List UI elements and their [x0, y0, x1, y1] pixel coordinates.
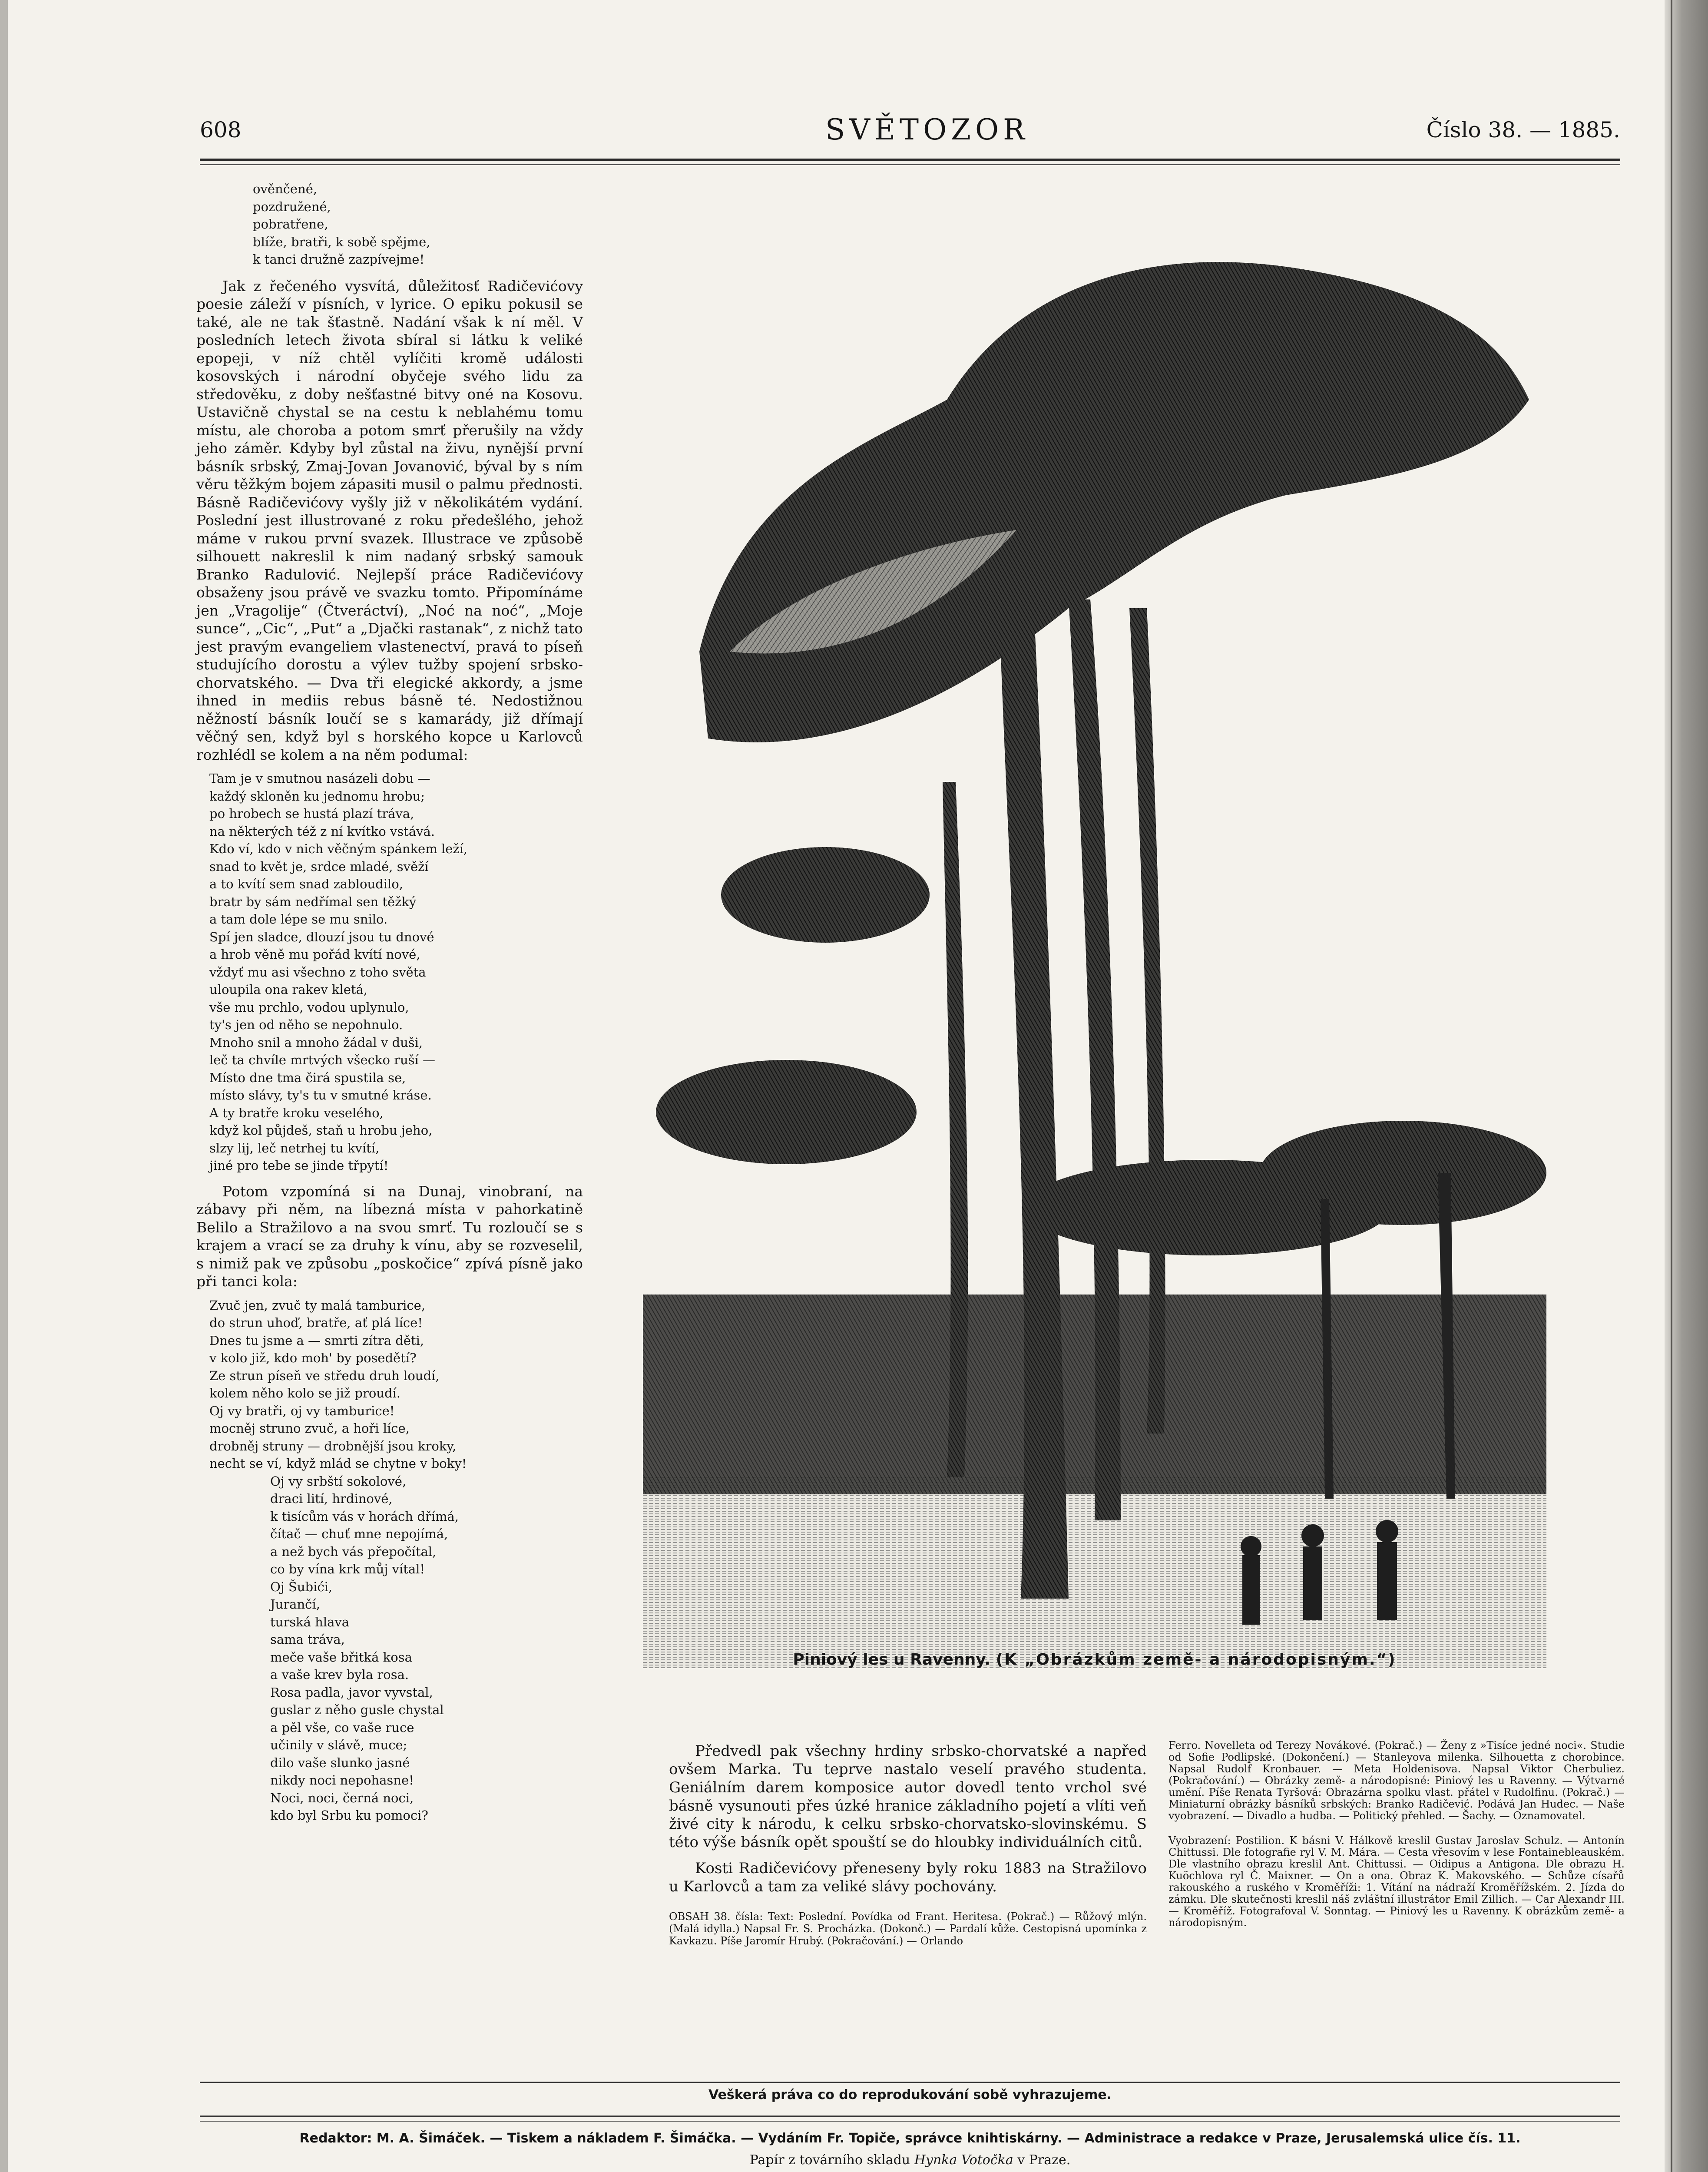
verse-line: draci lití, hrdinové, [270, 1491, 393, 1506]
verse-line: a pěl vše, co vaše ruce [270, 1720, 414, 1735]
verse-line: k tanci družně zazpívejme! [253, 252, 425, 267]
footer-rule [200, 2082, 1620, 2083]
issue-number: Číslo 38. — 1885. [1426, 117, 1620, 142]
verse-line: turská hlava [270, 1614, 350, 1629]
verse-line: v kolo již, kdo moh' by posedětí? [209, 1351, 417, 1365]
paper-prefix: Papír z továrního skladu [749, 2152, 910, 2168]
verse-line: Kdo ví, kdo v nich věčným spánkem leží, [209, 841, 468, 856]
verse-line: a to kvítí sem snad zabloudilo, [209, 877, 403, 891]
middle-column [669, 1742, 1147, 1947]
verse-line: vždyť mu asi všechno z toho světa [209, 964, 426, 980]
verse-line: Zvuč jen, zvuč ty malá tamburice, [209, 1298, 426, 1313]
verse-line: na některých též z ní kvítko vstává. [209, 824, 435, 839]
paper-suffix: v Praze. [1017, 2152, 1071, 2168]
paper-note [200, 2152, 1620, 2168]
verse-line: ty's jen od něho se nepohnulo. [209, 1017, 403, 1032]
verse-line: nikdy noci nepohasne! [270, 1773, 414, 1788]
verse-line: Noci, noci, černá noci, [270, 1790, 414, 1805]
paragraph: Jak z řečeného vysvítá, důležitosť Radičevićovy poesie záleží v písních, v lyrice. O epiku pokusil se také, ale ne tak šťastně. Nadání však k ní měl. V posledních letech života sbíral si látku k veliké epopeji, v níž chtěl vylíčiti kromě události kosovských i národní obyčeje svého lidu za středověku, z doby nešťastné bitvy oné na Kosovu. Ustavičně chystal se na cestu k neblahému tomu místu, ale choroba a potom smrť přerušily na vždy jeho záměr. Kdyby byl zůstal na živu, nynější první básník srbský, Zmaj-Jovan Jovanović, býval by s ním věru těžkým bojem zápasiti musil o palmu přednosti. Básně Radičevićovy vyšly již v několikátém vydání. Poslední jest illustrované z roku předešlého, jehož máme v rukou první svazek. Illustrace ve způsobě silhouett nakreslil k nim nadaný srbský samouk Branko Radulović. Nejlepší práce Radičevićovy obsaženy jsou právě ve svazku tomto. Připomínáme jen „Vragolije“ (Čtveráctví), „Noć na noć“, „Moje sunce“, „Cic“, „Put“ a „Djački rastanak“, z nichž tato jest pravým evangeliem vlastenectví, pravá to píseň studujícího dorostu a výlev tužby spojení srbsko-chorvatského. — Dva tři elegické akkordy, a jsme ihned in mediis rebus básně té. Nedostižnou něžností básník loučí se s kamarády, již dřímají věčný sen, když byl s horského kopce u Karlovců rozhlédl se kolem a na něm podumal: [196, 277, 583, 763]
verse-line: uloupila ona rakev kletá, [209, 982, 368, 997]
verse-line: když kol půjdeš, staň u hrobu jeho, [209, 1123, 433, 1138]
verse-line: bratr by sám nedřímal sen těžký [209, 894, 417, 909]
verse-line: meče vaše břitká kosa [270, 1649, 412, 1665]
paragraph: Předvedl pak všechny hrdiny srbsko-chorvatské a napřed ovšem Marka. Tu teprve nastalo veselí pravého studenta. Geniálním darem komposice autor dovedl tento vrchol své básně vysunouti přes úzké hranice základního pojetí a vlíti veň živé city k národu, k celku srbsko-chorvatsko-slovinskému. S této výše básník opět spouští se do hloubky individuálních citů. [669, 1742, 1147, 1851]
verse-line: necht se ví, když mlád se chytne v boky! [209, 1456, 467, 1471]
verse-line: A ty bratře kroku veselého, [209, 1105, 384, 1120]
verse-line: k tisícům vás v horách dřímá, [270, 1509, 459, 1524]
verse-line: do strun uhoď, bratře, ať plá líce! [209, 1315, 423, 1330]
verse-line: učinily v slávě, muce; [270, 1738, 407, 1752]
verse-elegy [209, 770, 583, 1175]
verse-line: Oj vy srbští sokolové, [270, 1473, 407, 1489]
paragraph: Potom vzpomíná si na Dunaj, vinobraní, na zábavy při něm, na líbezná místa v pahorkatině Belilo a Stražilovo a na svou smrť. Tu rozloučí se s krajem a vrací se za druhy k vínu, aby se rozveselil, s nimiž pak ve způsobu „poskočice“ zpívá písně jako při tanci kola: [196, 1182, 583, 1290]
binding-crease [1671, 0, 1672, 2172]
masthead [200, 113, 1620, 152]
header-rule [200, 159, 1620, 161]
verse-line: mocněj struno zvuč, a hoři líce, [209, 1421, 410, 1436]
footer-rule-thin [200, 2121, 1620, 2122]
verse-line: ověnčené, [253, 182, 318, 196]
verse-line: Spí jen sladce, dlouzí jsou tu dnové [209, 929, 434, 944]
verse-line: Dnes tu jsme a — smrti zítra děti, [209, 1333, 424, 1348]
verse-line: slzy lij, leč netrhej tu kvítí, [209, 1140, 380, 1156]
right-column [1168, 1740, 1625, 1929]
rights-notice: Veškerá práva co do reprodukování sobě vyhrazujeme. [708, 2087, 1112, 2102]
verse-line: Oj vy bratři, oj vy tamburice! [209, 1403, 395, 1418]
verse-line: místo slávy, ty's tu v smutné kráse. [209, 1088, 432, 1103]
verse-line: co by vína krk můj vítal! [270, 1562, 425, 1576]
verse-line: guslar z něho gusle chystal [270, 1702, 444, 1717]
engraving-pine-forest [643, 217, 1546, 1668]
table-of-contents: OBSAH 38. čísla: Text: Poslední. Povídka od Frant. Heritesa. (Pokrač.) — Růžový mlýn. (Malá idylla.) Napsal Fr. S. Procházka. (Dokonč.) — Pardalí kůže. Cestopisná upomínka z Kavkazu. Píše Jaromír Hrubý. (Pokračování.) — Orlando [669, 1910, 1147, 1947]
caption-reference: (K „Obrázkům země- a národopisným.“) [996, 1651, 1397, 1669]
paragraph: Kosti Radičevićovy přeneseny byly roku 1883 na Stražilovo u Karlovců a tam za veliké slávy pochovány. [669, 1860, 1147, 1895]
illustrations-list: Vyobrazení: Postilion. K básni V. Hálkově kreslil Gustav Jaroslav Schulz. — Antonín Chittussi. Dle fotografie ryl V. M. Mára. — Cesta vřesovím v lese Fontainebleauském. Dle vlastního obrazu kreslil Ant. Chittussi. — Oidipus a Antigona. Dle obrazu H. Kuöchlova ryl Č. Maixner. — On a ona. Obraz K. Makovského. — Schůze císařů rakouského a ruského v Kroměříži: 1. Vítání na nádraží Kroměřížském. 2. Jízda do zámku. Dle skutečnosti kreslil náš zvláštní illustrátor Emil Zillich. — Car Alexandr III. — Kroměříž. Fotografoval V. Sonntag. — Piniový les u Ravenny. K obrázkům země- a národopisným. [1168, 1834, 1625, 1929]
page-edge-left [0, 0, 8, 2172]
verse-line: drobněj struny — drobnější jsou kroky, [209, 1438, 457, 1454]
left-column [196, 180, 583, 1824]
verse-line: pozdružené, [253, 199, 331, 214]
verse-line: po hrobech se hustá plazí tráva, [209, 806, 414, 821]
paper-supplier: Hynka Votočka [914, 2152, 1013, 2168]
verse-top [253, 180, 583, 268]
footer-rule-thick [200, 2116, 1620, 2117]
header-rule-thin [200, 164, 1620, 165]
verse-line: Místo dne tma čirá spustila se, [209, 1070, 406, 1085]
verse-line: jiné pro tebe se jinde třpytí! [209, 1158, 389, 1173]
verse-line: Ze strun píseň ve středu druh loudí, [209, 1368, 440, 1383]
verse-line: kdo byl Srbu ku pomoci? [270, 1808, 428, 1823]
verse-line: Tam je v smutnou nasázeli dobu — [209, 771, 430, 786]
illustration-caption [652, 1651, 1538, 1669]
contents-continued: Ferro. Novelleta od Terezy Novákové. (Pokrač.) — Ženy z »Tisíce jedné noci«. Studie od Sofie Podlipské. (Dokončení.) — Stanleyova milenka. Silhouetta z chorobince. Napsal Rudolf Kronbauer. — Meta Holdenisova. Napsal Viktor Cherbuliez. (Pokračování.) — Obrázky země- a národopisné: Piniový les u Ravenny. — Výtvarné umění. Píše Renata Tyršová: Obrazárna spolku vlast. přátel v Rudolfinu. (Pokrač.) — Miniaturní obrázky básníků srbských: Branko Radičević. Podává Jan Hudec. — Naše vyobrazení. — Divadlo a hudba. — Politický přehled. — Šachy. — Oznamovatel. [1168, 1739, 1625, 1822]
page-number: 608 [200, 117, 242, 142]
verse-line: a než bych vás přepočítal, [270, 1544, 437, 1559]
verse-line: dilo vaše slunko jasné [270, 1755, 410, 1770]
verse-line: leč ta chvíle mrtvých všecko ruší — [209, 1053, 436, 1067]
verse-line: pobratřene, [253, 217, 328, 232]
verse-line: kolem něho kolo se již proudí. [209, 1386, 401, 1401]
imprint: Redaktor: M. A. Šimáček. — Tiskem a nákladem F. Šimáčka. — Vydáním Fr. Topiče, správce knihtiskárny. — Administrace a redakce v Praze, Jerusalemská ulice čís. 11. [299, 2131, 1521, 2146]
verse-line: Mnoho snil a mnoho žádal v duši, [209, 1035, 423, 1050]
caption-title: Piniový les u Ravenny. [793, 1651, 991, 1669]
verse-line: Rosa padla, javor vyvstal, [270, 1685, 433, 1700]
verse-line: snad to květ je, srdce mladé, svěží [209, 859, 429, 874]
verse-kolo [209, 1297, 583, 1824]
journal-title: SVĚTOZOR [825, 113, 1029, 146]
verse-line: a tam dole lépe se mu snilo. [209, 912, 388, 927]
verse-line: a hrob věně mu pořád kvítí nové, [209, 947, 420, 962]
verse-line: a vaše krev byla rosa. [270, 1667, 409, 1682]
verse-line: čítač — chuť mne nepojímá, [270, 1526, 448, 1541]
verse-line: sama tráva, [270, 1632, 345, 1647]
verse-line: každý skloněn ku jednomu hrobu; [209, 788, 425, 804]
page-edge-right [1665, 0, 1708, 2172]
verse-line: blíže, bratři, k sobě spějme, [253, 234, 430, 249]
verse-line: Oj Šubići, [270, 1579, 333, 1594]
verse-line: Jurančí, [270, 1597, 320, 1612]
verse-line: vše mu prchlo, vodou uplynulo, [209, 1000, 409, 1015]
